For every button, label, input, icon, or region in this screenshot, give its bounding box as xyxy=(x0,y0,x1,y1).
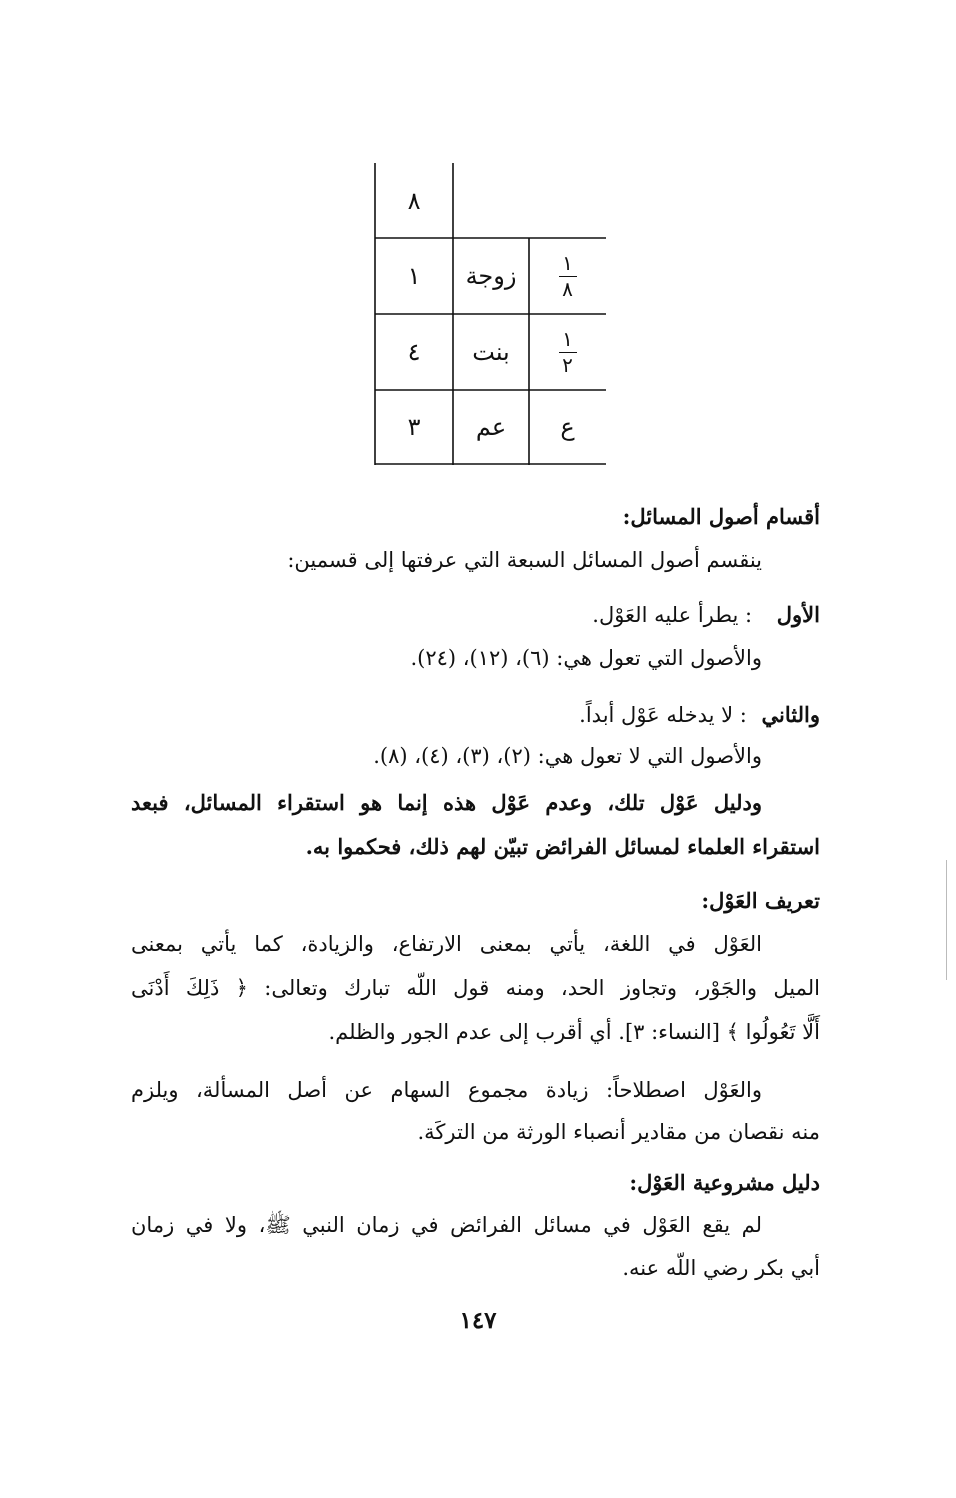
table-row-share: ٤ xyxy=(407,338,421,366)
evidence-paragraph-line: لم يقع العَوْل في مسائل الفرائض في زمان النبي ﷺ، ولا في زمان xyxy=(131,1213,762,1237)
evidence-paragraph-line: أبي بكر رضي اللّه عنه. xyxy=(622,1256,820,1280)
fraction-denominator: ٢ xyxy=(562,352,573,377)
table-row-share: ١ xyxy=(407,262,421,290)
table-header-value: ٨ xyxy=(407,186,421,215)
table-row-fraction: ع xyxy=(560,413,575,441)
page-number: ١٤٧ xyxy=(459,1307,497,1334)
table-row-heir: زوجة xyxy=(465,262,517,290)
scan-edge-mark xyxy=(946,860,947,980)
first-category-line xyxy=(131,602,820,627)
second-category-line xyxy=(131,702,820,727)
proof-paragraph-line: استقراء العلماء لمسائل الفرائض تبيّن لهم ذلك، فحكموا به. xyxy=(305,834,820,859)
section-title-definition: تعريف العَوْل: xyxy=(701,888,820,913)
first-category-detail: والأصول التي تعول هي: (٦)، (١٢)، (٢٤). xyxy=(410,646,762,670)
fraction-numerator: ١ xyxy=(562,250,573,275)
paragraph-aqsam-intro: ينقسم أصول المسائل السبعة التي عرفتها إلى قسمين: xyxy=(287,548,762,572)
fraction-numerator: ١ xyxy=(562,326,573,351)
definition-paragraph-line: الميل والجَوْر، وتجاوز الحد، ومنه قول اللّه تبارك وتعالى: ﴿ ذَلِكَ أَدْنَى xyxy=(131,976,820,1000)
definition-paragraph-line: أَلَّا تَعُولُوا ﴾ [النساء: ٣]. أي أقرب إلى عدم الجور والظلم. xyxy=(328,1020,820,1044)
table-row-heir: عم xyxy=(475,413,507,441)
table-row-share: ٣ xyxy=(407,413,421,441)
inheritance-table xyxy=(374,163,606,465)
second-category-detail: والأصول التي لا تعول هي: (٢)، (٣)، (٤)، (٨). xyxy=(373,744,762,768)
section-title-evidence: دليل مشروعية العَوْل: xyxy=(629,1170,820,1195)
table-row-heir: بنت xyxy=(472,338,510,366)
first-category-label: الأول xyxy=(776,602,820,627)
table-row-fraction xyxy=(529,314,606,390)
definition-paragraph-line: العَوْل في اللغة، يأتي بمعنى الارتفاع، والزيادة، كما يأتي بمعنى xyxy=(131,932,762,956)
fraction-denominator: ٨ xyxy=(562,276,573,301)
section-title-aqsam: أقسام أصول المسائل: xyxy=(622,504,820,529)
proof-paragraph-line: ودليل عَوْل تلك، وعدم عَوْل هذه إنما هو استقراء المسائل، فبعد xyxy=(131,790,762,815)
second-category-text: : لا يدخله عَوْل أبداً. xyxy=(579,703,747,727)
term-definition-line: منه نقصان من مقادير أنصباء الورثة من التركَة. xyxy=(417,1120,820,1144)
second-category-label: والثاني xyxy=(761,702,820,727)
first-category-text: : يطرأ عليه العَوْل. xyxy=(592,603,753,627)
table-row-fraction xyxy=(529,238,606,314)
term-definition-line: والعَوْل اصطلاحاً: زيادة مجموع السهام عن أصل المسألة، ويلزم xyxy=(131,1078,762,1102)
